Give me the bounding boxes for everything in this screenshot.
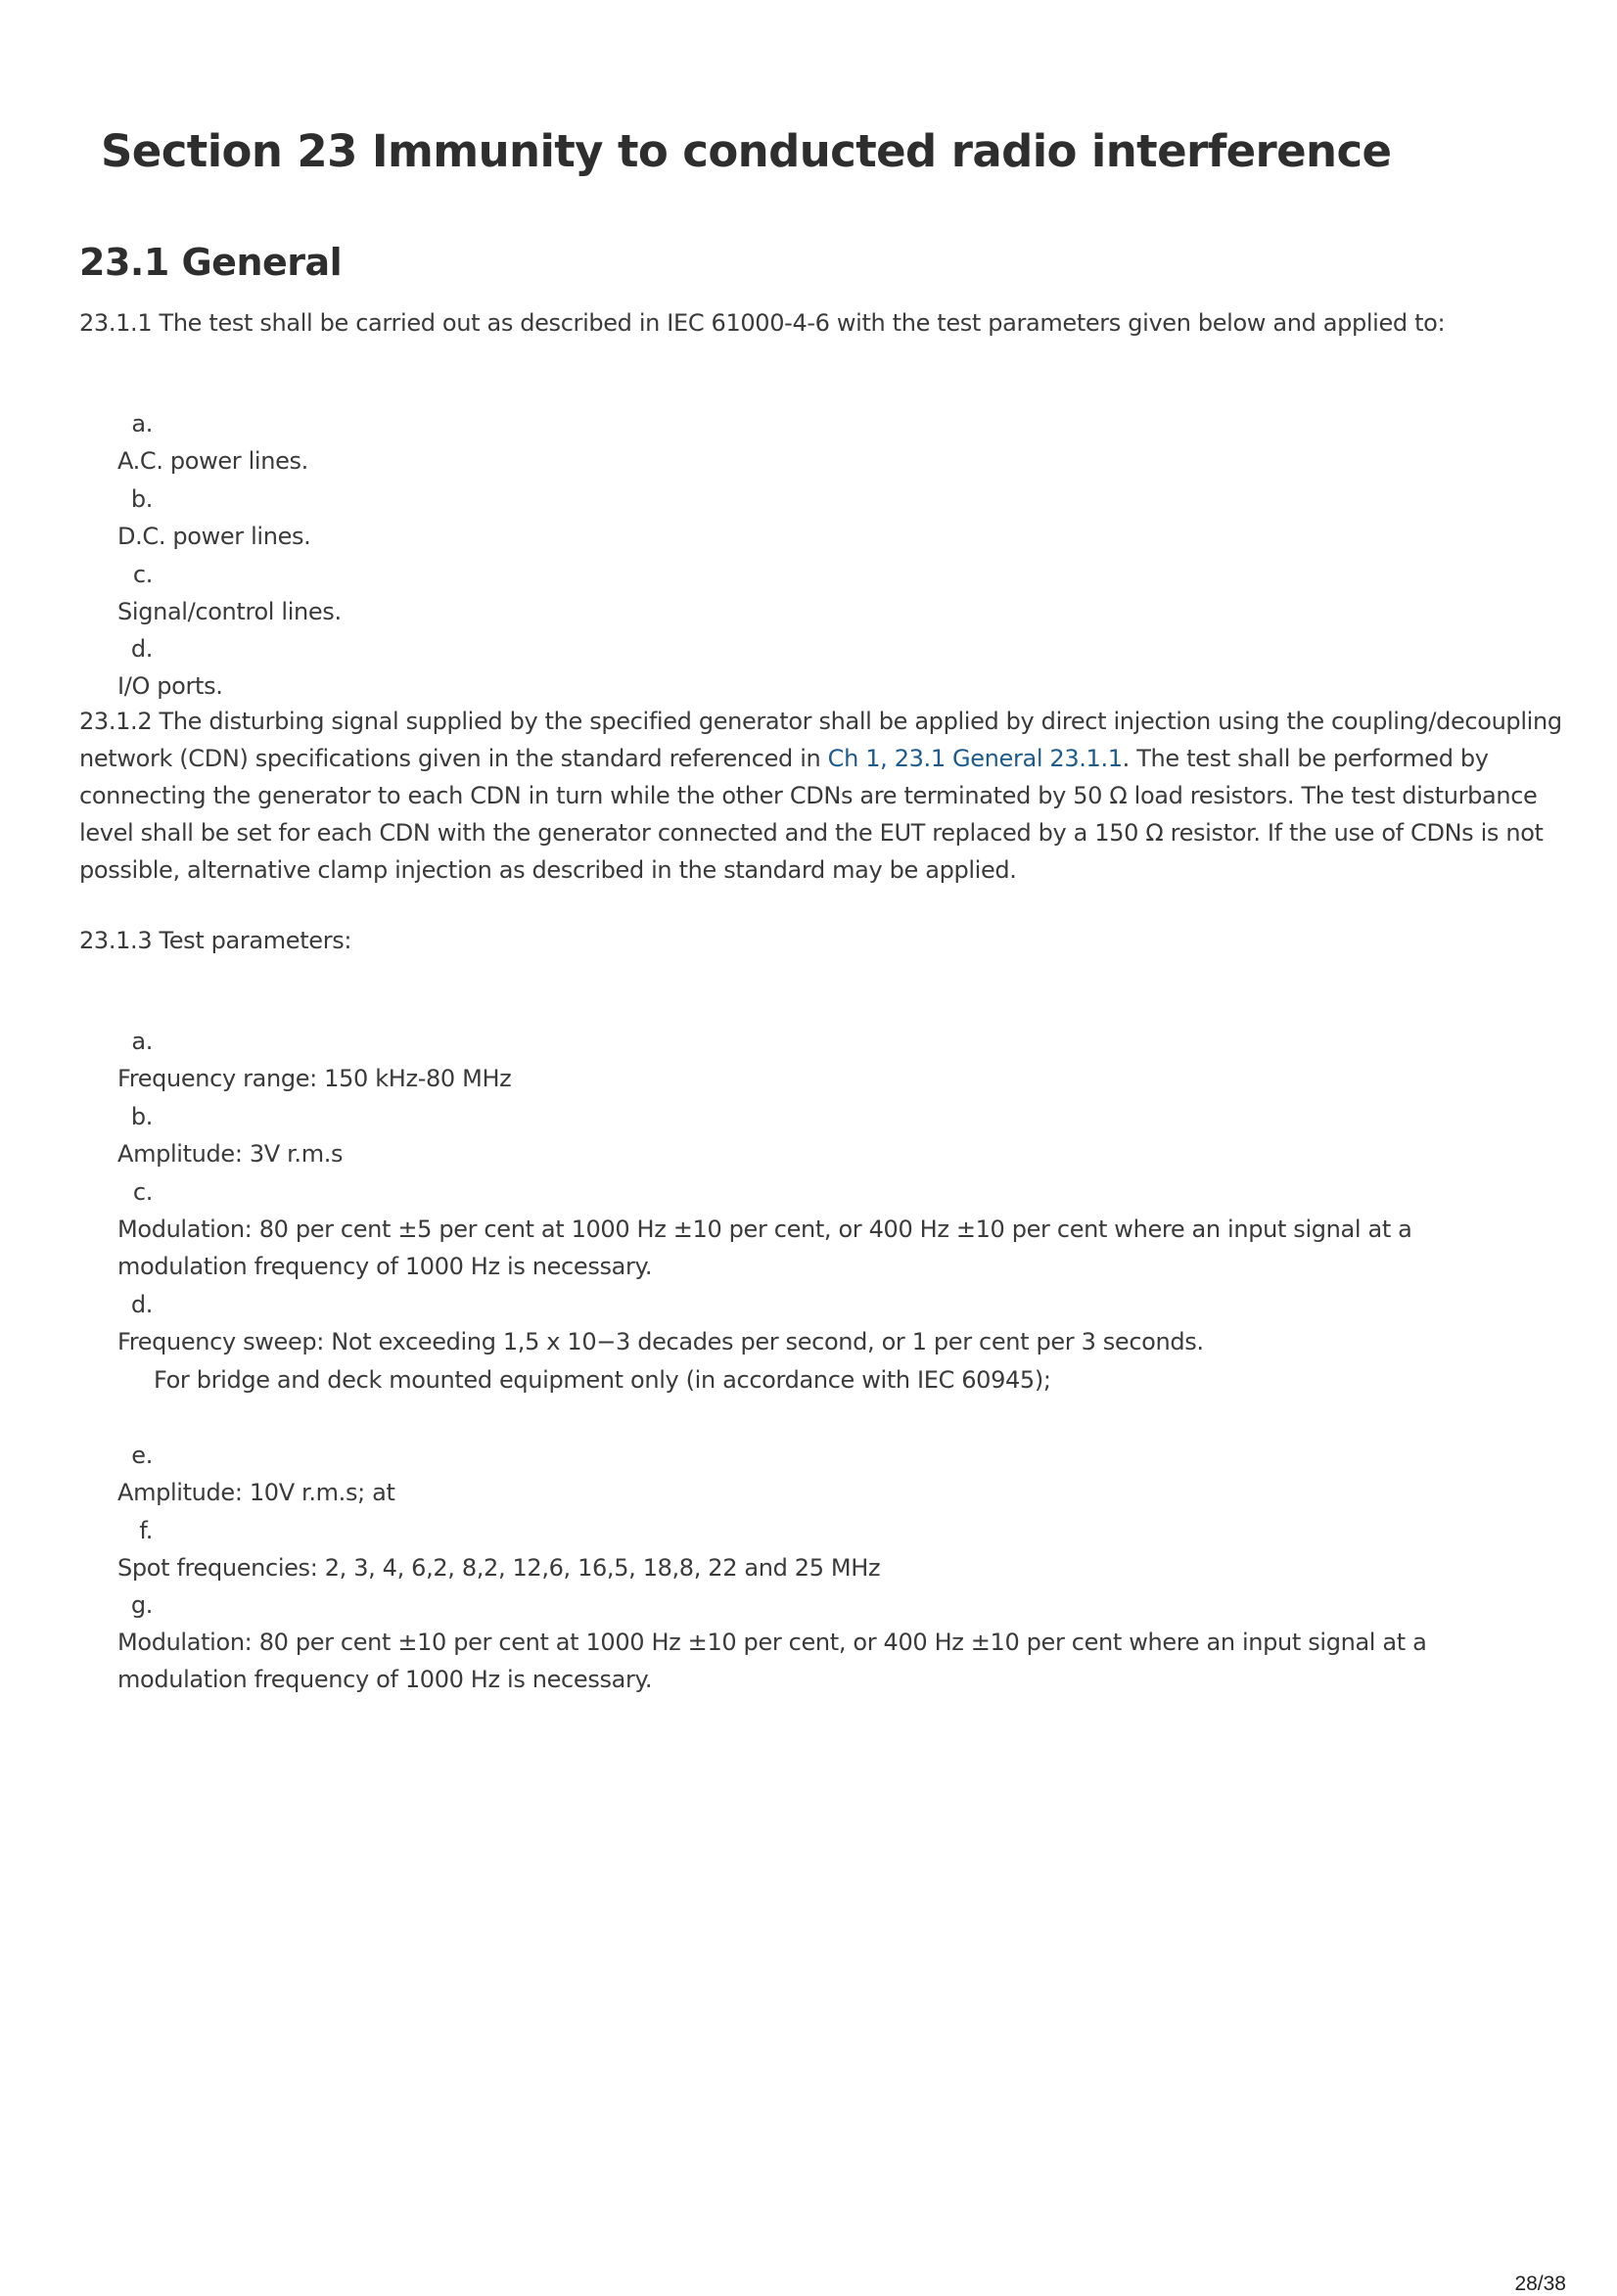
- list-marker: a.: [131, 410, 153, 437]
- paragraph-23-1-2: [79, 703, 1567, 889]
- list-marker: e.: [131, 1442, 153, 1469]
- list-marker: b.: [130, 1103, 153, 1130]
- list-marker: b.: [130, 485, 153, 513]
- cross-reference-link[interactable]: Ch 1, 23.1 General 23.1.1: [827, 745, 1123, 772]
- list-item: [117, 1512, 1507, 1586]
- section-title: Section 23 Immunity to conducted radio interference: [101, 125, 1392, 177]
- list-item: [117, 1437, 1507, 1511]
- list-item: [117, 556, 1507, 630]
- list-item-text: Amplitude: 10V r.m.s; at: [117, 1479, 395, 1506]
- list-item: [117, 1173, 1507, 1285]
- subsection-title: 23.1 General: [79, 241, 343, 284]
- paragraph-23-1-1: 23.1.1 The test shall be carried out as described in IEC 61000-4-6 with the test parameters given below and applied to:: [79, 309, 1446, 337]
- paragraph-text: 23.1.2 The disturbing signal supplied by the specified generator shall be applied by direct injection using the coupling/decoupling network (CDN) specifications given in the standard referenced in: [79, 708, 1562, 772]
- list-item: [117, 1286, 1507, 1360]
- list-item-text: D.C. power lines.: [117, 523, 311, 550]
- list-item: [117, 1023, 1507, 1097]
- list-item: [117, 1098, 1507, 1172]
- list-marker: a.: [131, 1028, 153, 1055]
- page-number: 28/38: [1514, 2273, 1566, 2295]
- list-item-text: Modulation: 80 per cent ±5 per cent at 1000 Hz ±10 per cent, or 400 Hz ±10 per cent where an input signal at a modulation frequency of 1000 Hz is necessary.: [117, 1216, 1412, 1280]
- list-item: [117, 1586, 1507, 1698]
- list-marker: d.: [130, 1291, 153, 1318]
- bridge-equipment-note: For bridge and deck mounted equipment only (in accordance with IEC 60945);: [154, 1366, 1051, 1394]
- list-item-text: Frequency sweep: Not exceeding 1,5 x 10−3 decades per second, or 1 per cent per 3 seconds.: [117, 1328, 1204, 1355]
- paragraph-23-1-3: 23.1.3 Test parameters:: [79, 927, 352, 954]
- list-item: [117, 481, 1507, 555]
- list-marker: c.: [132, 561, 153, 588]
- list-item-text: Amplitude: 3V r.m.s: [117, 1140, 344, 1168]
- list-item-text: I/O ports.: [117, 672, 223, 700]
- list-marker: d.: [130, 635, 153, 663]
- list-item: [117, 630, 1507, 705]
- list-marker: g.: [130, 1591, 153, 1619]
- list-item-text: Frequency range: 150 kHz-80 MHz: [117, 1065, 512, 1092]
- paragraph-text: . The test shall be performed by connecting the generator to each CDN in turn while the other CDNs are terminated by 50 Ω load resistors. The test disturbance level shall be set for each CDN with the generator connected and the EUT replaced by a 150 Ω resistor. If the use of CDNs is not possible, alternative clamp injection as described in the standard may be applied.: [79, 745, 1544, 884]
- list-marker: f.: [139, 1517, 153, 1544]
- list-item: [117, 405, 1507, 480]
- list-item-text: Spot frequencies: 2, 3, 4, 6,2, 8,2, 12,6, 16,5, 18,8, 22 and 25 MHz: [117, 1554, 881, 1582]
- list-item-text: A.C. power lines.: [117, 447, 308, 475]
- list-item-text: Signal/control lines.: [117, 598, 342, 625]
- list-item-text: Modulation: 80 per cent ±10 per cent at 1000 Hz ±10 per cent, or 400 Hz ±10 per cent where an input signal at a modulation frequency of 1000 Hz is necessary.: [117, 1629, 1427, 1693]
- list-marker: c.: [132, 1178, 153, 1206]
